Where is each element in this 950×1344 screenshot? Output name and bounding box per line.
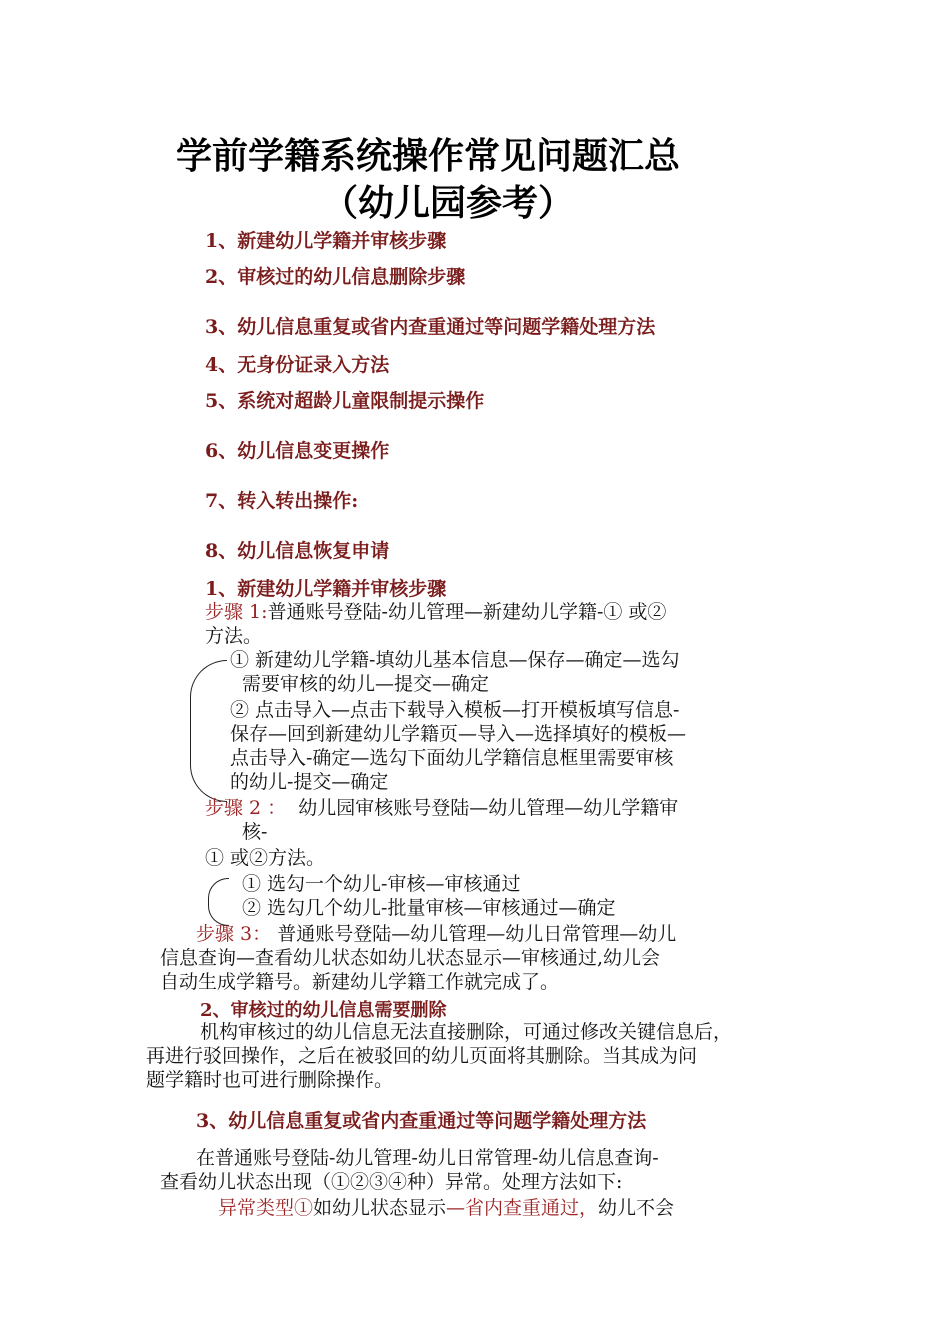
- anomaly-type-label: 异常类型①: [218, 1197, 314, 1219]
- anomaly-text-end: 幼儿不会: [598, 1197, 675, 1219]
- toc-item-1: 1、新建幼儿学籍并审核步骤: [205, 230, 447, 252]
- step2-label: 步骤 2 ：: [205, 797, 287, 819]
- anomaly-text: 如幼儿状态显示: [313, 1197, 447, 1219]
- section1-step1: [205, 600, 666, 624]
- page-title: 学前学籍系统操作常见问题汇总: [176, 135, 681, 177]
- step2-method2: ② 选勾几个幼儿-批量审核—审核通过—确定: [242, 897, 616, 919]
- step1-label: 步骤 1:: [205, 601, 268, 623]
- method2-line3: 点击导入-确定—选勾下面幼儿学籍信息框里需要审核: [230, 747, 674, 769]
- toc-item-3: 3、幼儿信息重复或省内查重通过等问题学籍处理方法: [205, 316, 656, 338]
- anomaly-status: —省内查重通过，: [446, 1197, 599, 1219]
- toc-item-5: 5、系统对超龄儿童限制提示操作: [205, 390, 485, 412]
- step3-text: 普通账号登陆—幼儿管理—幼儿日常管理—幼儿: [277, 923, 677, 945]
- step1-text: 普通账号登陆-幼儿管理—新建幼儿学籍-① 或②: [267, 601, 667, 623]
- toc-item-4: 4、无身份证录入方法: [205, 354, 390, 376]
- toc-item-6: 6、幼儿信息变更操作: [205, 440, 390, 462]
- step1-continuation: 方法。: [205, 625, 263, 647]
- page-subtitle: （幼儿园参考）: [322, 182, 575, 224]
- method2-line4: 的幼儿-提交—确定: [230, 771, 389, 793]
- section1-heading: 1、新建幼儿学籍并审核步骤: [205, 578, 447, 600]
- section3-heading: 3、幼儿信息重复或省内查重通过等问题学籍处理方法: [196, 1110, 647, 1132]
- method2-line1: ② 点击导入—点击下载导入模板—打开模板填写信息-: [230, 699, 680, 721]
- toc-item-7: 7、转入转出操作:: [205, 490, 359, 512]
- section2-line1: 机构审核过的幼儿信息无法直接删除，可通过修改关键信息后，: [200, 1021, 733, 1043]
- step-bracket-small: [208, 878, 229, 926]
- step2-methods: ① 或②方法。: [205, 847, 326, 869]
- method1-line1: ① 新建幼儿学籍-填幼儿基本信息—保存—确定—选勾: [230, 649, 680, 671]
- method2-line2: 保存—回到新建幼儿学籍页—导入—选择填好的模板—: [230, 723, 687, 745]
- toc-item-8: 8、幼儿信息恢复申请: [205, 540, 390, 562]
- step3-line2: 信息查询—查看幼儿状态如幼儿状态显示—审核通过,幼儿会: [160, 947, 661, 969]
- step3-line3: 自动生成学籍号。新建幼儿学籍工作就完成了。: [160, 971, 560, 993]
- section3-line2: 查看幼儿状态出现（①②③④种）异常。处理方法如下:: [160, 1171, 623, 1193]
- section3-line1: 在普通账号登陆-幼儿管理-幼儿日常管理-幼儿信息查询-: [196, 1147, 659, 1169]
- step2-text: 幼儿园审核账号登陆—幼儿管理—幼儿学籍审: [298, 797, 679, 819]
- section2-heading: 2、审核过的幼儿信息需要删除: [200, 1000, 447, 1021]
- step2-method1: ① 选勾一个幼儿-审核—审核通过: [242, 873, 521, 895]
- step2-continuation: 核-: [242, 821, 268, 843]
- method1-line2: 需要审核的幼儿—提交—确定: [242, 673, 490, 695]
- section3-line3: [218, 1196, 674, 1220]
- step-bracket-large: [190, 660, 227, 802]
- section1-step2: [205, 796, 678, 820]
- section2-line3: 题学籍时也可进行删除操作。: [146, 1069, 394, 1091]
- section2-line2: 再进行驳回操作，之后在被驳回的幼儿页面将其删除。当其成为问: [146, 1045, 698, 1067]
- step3-label: 步骤 3：: [196, 923, 272, 945]
- section1-step3: [196, 922, 676, 946]
- toc-item-2: 2、审核过的幼儿信息删除步骤: [205, 266, 466, 288]
